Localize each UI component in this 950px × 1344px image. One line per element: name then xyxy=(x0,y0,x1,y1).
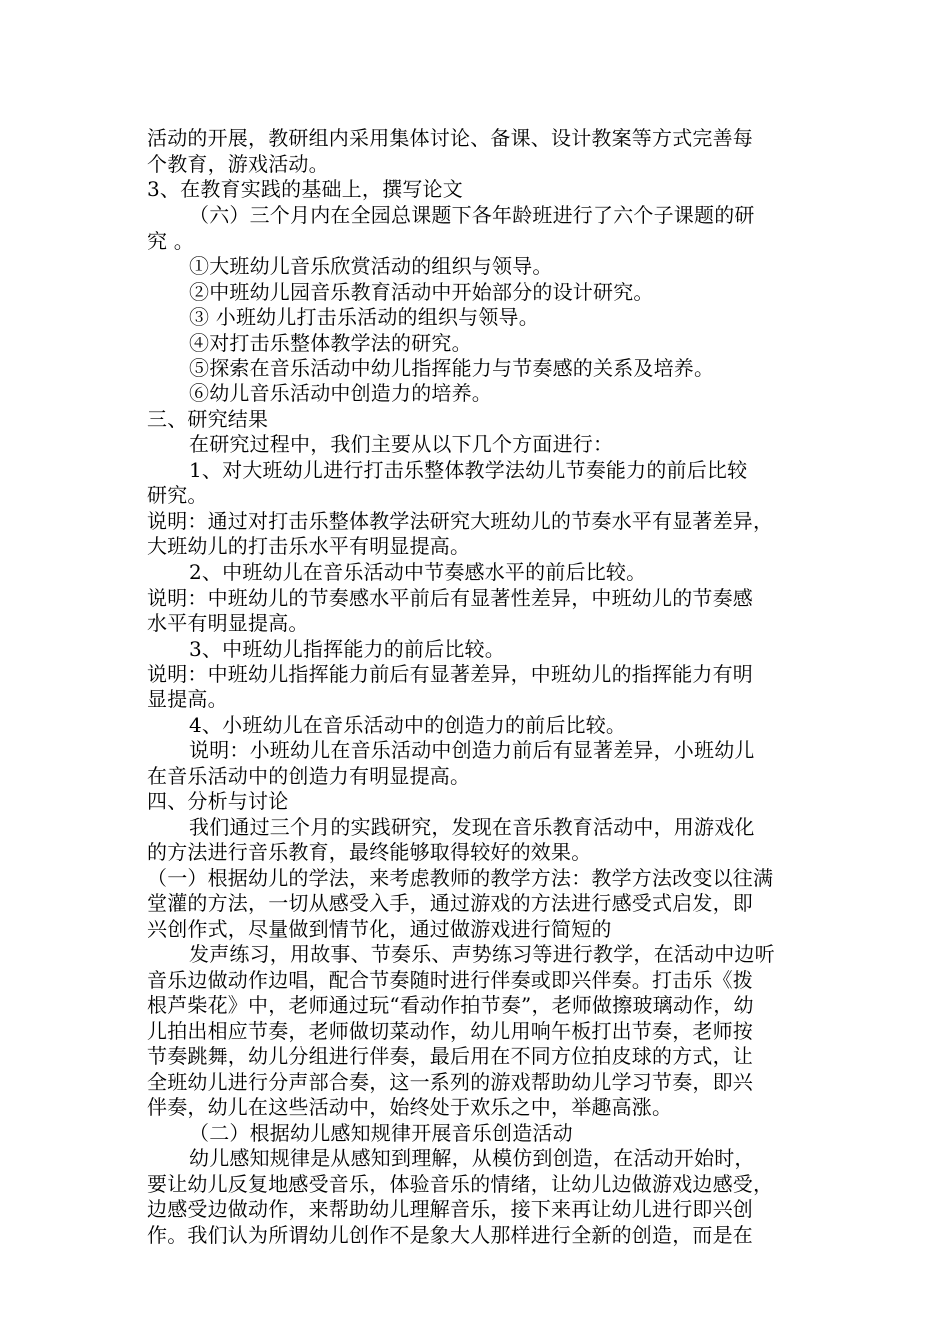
text-line: 1、对大班幼儿进行打击乐整体教学法幼儿节奏能力的前后比较 xyxy=(189,458,748,482)
text-line: 活动的开展，教研组内采用集体讨论、备课、设计教案等方式完善每 xyxy=(147,126,753,150)
text-line: 我们通过三个月的实践研究，发现在音乐教育活动中，用游戏化 xyxy=(189,815,755,839)
text-line: 在研究过程中，我们主要从以下几个方面进行： xyxy=(189,432,614,456)
text-line: 节奏跳舞，幼儿分组进行伴奏，最后用在不同方位拍皮球的方式，让 xyxy=(147,1044,753,1068)
text-line: 发声练习，用故事、节奏乐、声势练习等进行教学，在活动中边听 xyxy=(189,942,775,966)
text-line: 全班幼儿进行分声部合奏，这一系列的游戏帮助幼儿学习节奏，即兴 xyxy=(147,1070,753,1094)
text-line: 幼儿感知规律是从感知到理解，从模仿到创造，在活动开始时， xyxy=(189,1146,755,1170)
list-item: ⑤探索在音乐活动中幼儿指挥能力与节奏感的关系及培养。 xyxy=(189,356,715,380)
text-line: 兴创作式，尽量做到情节化，通过做游戏进行简短的 xyxy=(147,917,612,941)
text-line: 说明：通过对打击乐整体教学法研究大班幼儿的节奏水平有显著差异， xyxy=(147,509,774,533)
text-line: 4、小班幼儿在音乐活动中的创造力的前后比较。 xyxy=(189,713,627,737)
text-line: 边感受边做动作，来帮助幼儿理解音乐，接下来再让幼儿进行即兴创 xyxy=(147,1197,753,1221)
text-line: 作。我们认为所谓幼儿创作不是象大人那样进行全新的创造，而是在 xyxy=(147,1223,753,1247)
list-item: ①大班幼儿音乐欣赏活动的组织与领导。 xyxy=(189,254,553,278)
text-line: 个教育，游戏活动。 xyxy=(147,152,329,176)
list-item: ⑥幼儿音乐活动中创造力的培养。 xyxy=(189,381,492,405)
text-line: 要让幼儿反复地感受音乐，体验音乐的情绪，让幼儿边做游戏边感受， xyxy=(147,1172,774,1196)
text-line: （一）根据幼儿的学法，来考虑教师的教学方法：教学方法改变以往满 xyxy=(147,866,774,890)
text-line: 说明：中班幼儿的节奏感水平前后有显著性差异，中班幼儿的节奏感 xyxy=(147,586,753,610)
section-heading: 四、分析与讨论 xyxy=(147,789,289,813)
section-heading: 三、研究结果 xyxy=(147,407,269,431)
text-line: 研究。 xyxy=(147,483,208,507)
text-line: 大班幼儿的打击乐水平有明显提高。 xyxy=(147,534,471,558)
text-line: 2、中班幼儿在音乐活动中节奏感水平的前后比较。 xyxy=(189,560,647,584)
text-line: 3、中班幼儿指挥能力的前后比较。 xyxy=(189,637,505,661)
text-line: 堂灌的方法，一切从感受入手，通过游戏的方法进行感受式启发，即 xyxy=(147,891,753,915)
text-line: 究 。 xyxy=(147,229,194,253)
text-line: 显提高。 xyxy=(147,687,228,711)
text-line: （六）三个月内在全园总课题下各年龄班进行了六个子课题的研 xyxy=(189,203,755,227)
text-line: 音乐边做动作边唱，配合节奏随时进行伴奏或即兴伴奏。打击乐《拨 xyxy=(147,968,753,992)
text-line: 水平有明显提高。 xyxy=(147,611,309,635)
list-item: ②中班幼儿园音乐教育活动中开始部分的设计研究。 xyxy=(189,280,654,304)
section-heading: 3、在教育实践的基础上，撰写论文 xyxy=(147,177,463,201)
text-line: 在音乐活动中的创造力有明显提高。 xyxy=(147,764,471,788)
list-item: ④对打击乐整体教学法的研究。 xyxy=(189,331,472,355)
text-line: 伴奏，幼儿在这些活动中，始终处于欢乐之中，举趣高涨。 xyxy=(147,1095,673,1119)
text-line: 的方法进行音乐教育，最终能够取得较好的效果。 xyxy=(147,840,592,864)
text-line: 根芦柴花》中，老师通过玩“看动作拍节奏”，老师做擦玻璃动作，幼 xyxy=(147,993,754,1017)
text-line: 儿拍出相应节奏，老师做切菜动作，幼儿用响午板打出节奏，老师按 xyxy=(147,1019,753,1043)
list-item: ③ 小班幼儿打击乐活动的组织与领导。 xyxy=(189,305,539,329)
text-line: 说明：小班幼儿在音乐活动中创造力前后有显著差异，小班幼儿 xyxy=(189,738,755,762)
section-heading: （二）根据幼儿感知规律开展音乐创造活动 xyxy=(189,1121,573,1145)
text-line: 说明：中班幼儿指挥能力前后有显著差异，中班幼儿的指挥能力有明 xyxy=(147,662,753,686)
